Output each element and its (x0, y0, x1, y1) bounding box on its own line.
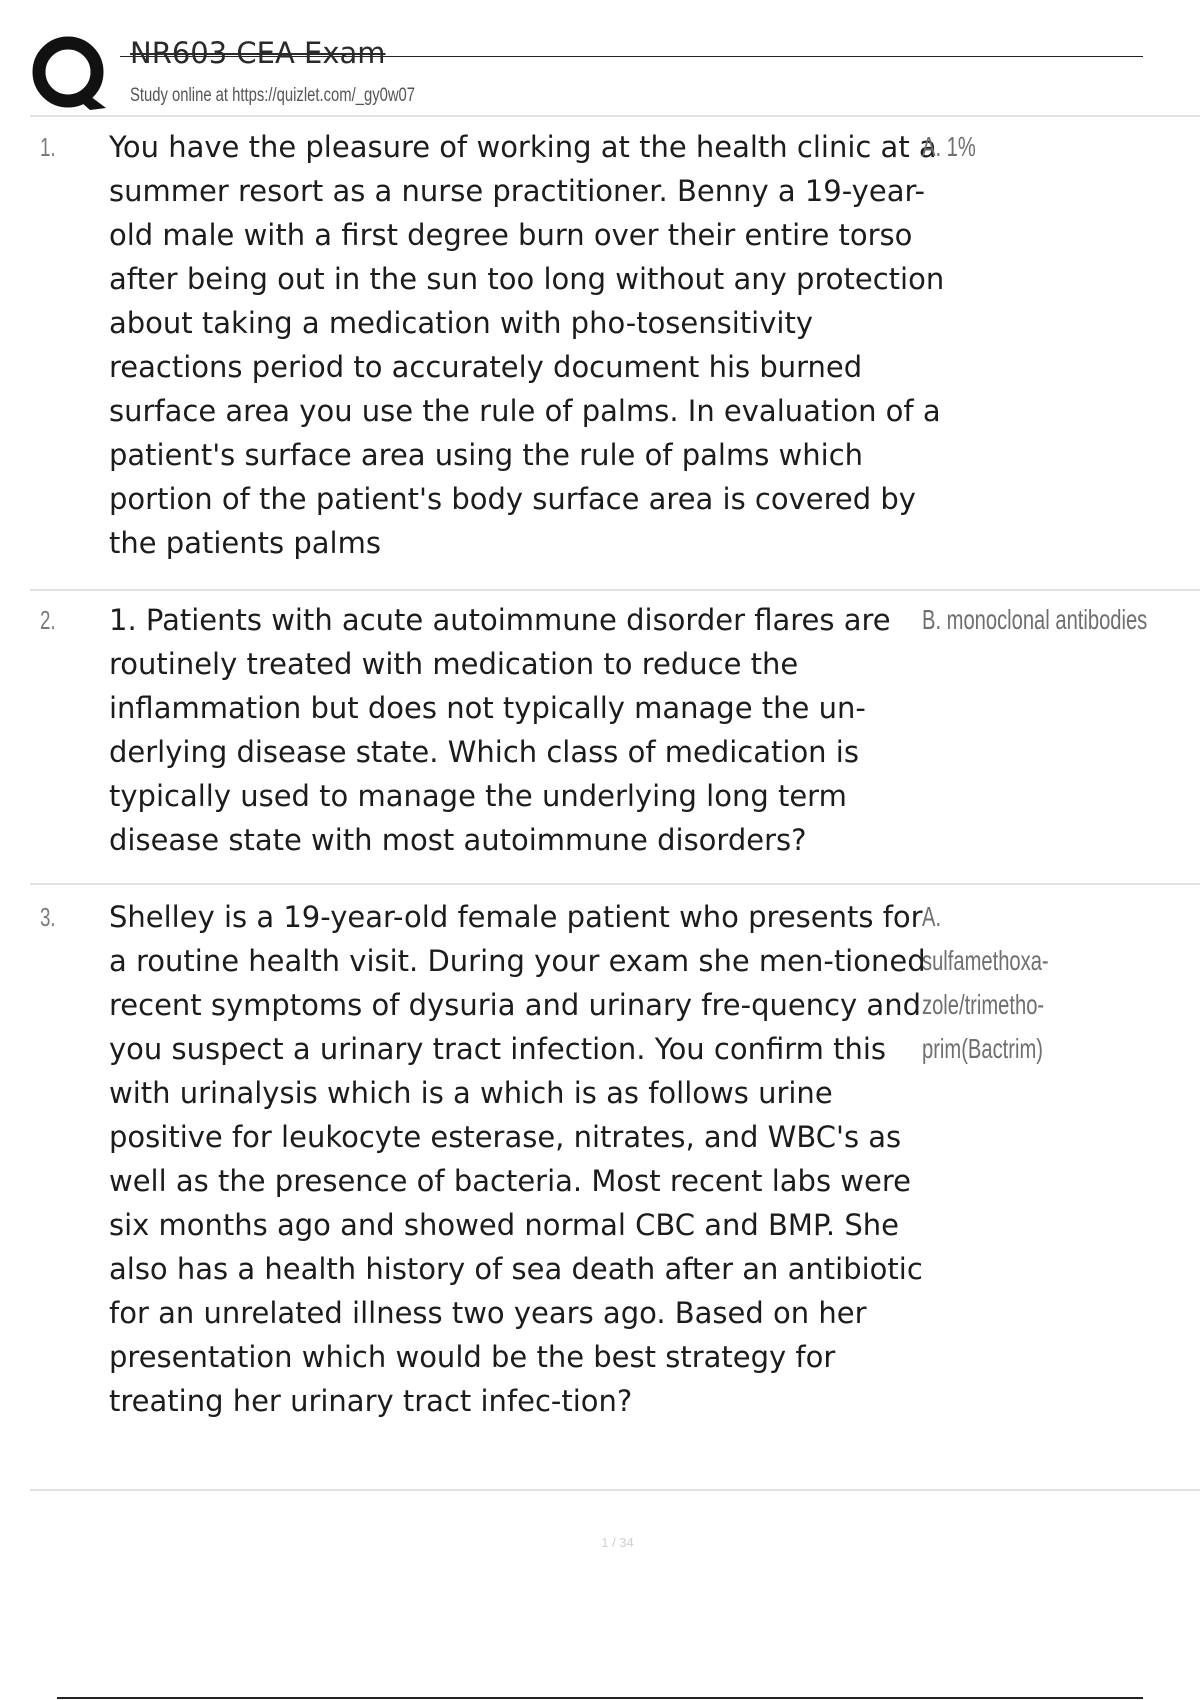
card-answer: A. sulfamethoxa-zole/trimetho-prim(Bactrim) (922, 901, 1049, 1064)
document-title: NR603 CEA Exam (130, 36, 386, 70)
card-number: 3. (40, 902, 56, 932)
card-number: 1. (40, 132, 56, 162)
header-divider (30, 115, 1200, 117)
card-answer: A. 1% (922, 131, 976, 162)
flashcard (30, 598, 1200, 885)
flashcard (30, 125, 1200, 591)
footer-rule (57, 1697, 1143, 1699)
page-number: 1 / 34 (601, 1535, 634, 1550)
card-answer: B. monoclonal antibodies (922, 604, 1148, 635)
card-number: 2. (40, 605, 56, 635)
study-online-link[interactable]: Study online at https://quizlet.com/_gy0w07 (130, 85, 416, 106)
quizlet-q-logo-icon (30, 32, 110, 112)
card-question: You have the pleasure of working at the health clinic at a summer resort as a nurse practitioner. Benny a 19-year-old male with a first degree burn over their entire torso after being out in the sun too long without any protection about taking a medication with pho-tosensitivity reactions period to accurately document his burned surface area you use the rule of palms. In evaluation of a patient's surface area using the rule of palms which portion of the patient's body surface area is covered by the patients palms (109, 130, 945, 560)
card-question: Shelley is a 19-year-old female patient who presents for a routine health visit. During your exam she men-tioned recent symptoms of dysuria and urinary fre-quency and you suspect a urinary tract infection. You confirm this with urinalysis which is a which is as follows urine positive for leukocyte esterase, nitrates, and WBC's as well as the presence of bacteria. Most recent labs were six months ago and showed normal CBC and BMP. She also has a health history of sea death after an antibiotic for an unrelated illness two years ago. Based on her presentation which would be the best strategy for treating her urinary tract infec-tion? (109, 900, 926, 1418)
flashcard (30, 895, 1200, 1491)
card-question: 1. Patients with acute autoimmune disorder flares are routinely treated with medication to reduce the inflammation but does not typically manage the un-derlying disease state. Which class of medication is typically used to manage the underlying long term disease state with most autoimmune disorders? (109, 603, 891, 857)
